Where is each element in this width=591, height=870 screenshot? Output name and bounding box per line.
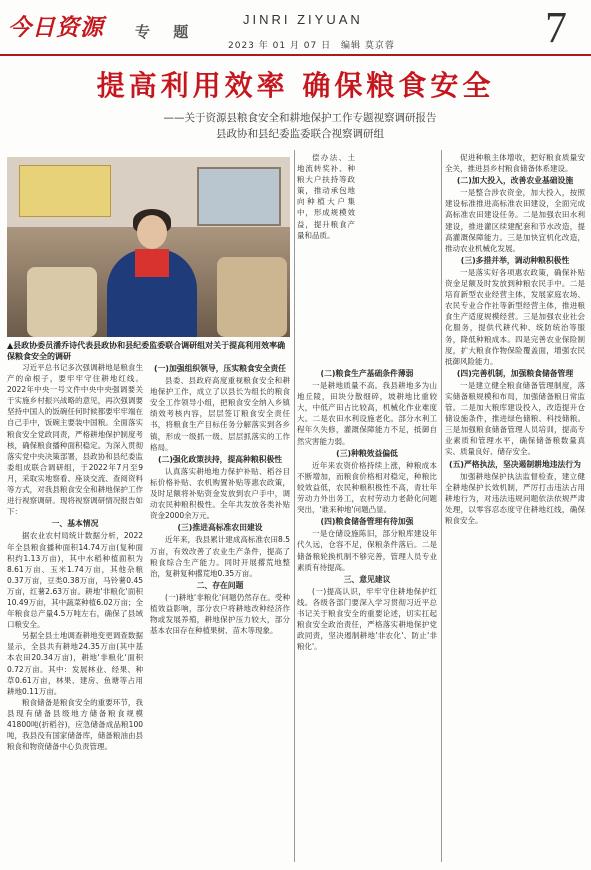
photo-grain-sack [217,257,287,337]
article-column-3-top [297,152,355,367]
paragraph: 一是耕地质量不高。我县耕地多为山地丘陵，田块分散细碎，坡耕地比重较大，中低产田占比较高，机械化作业难度大。二是农田水利设施老化。部分水利工程年久失修，灌溉保障能力不足，抵御自然灾害能力弱。 [297,381,437,446]
column-divider [294,150,295,862]
section-heading: (二)加大投入，改善农业基础设施 [456,176,574,186]
issue-date: 2023 年 01 月 07 日 [228,41,332,51]
paragraph: 一是仓储设施陈旧，部分粮库建设年代久远，仓容不足，保粮条件落后。二是储备粮轮换机制不够完善，管理人员专业素质有待提高。 [297,529,437,572]
paragraph: 促进种粮主体增收，把好粮食质量安全关，推进县乡村粮食储备体系建设。 [445,153,585,174]
photo-window [197,167,281,226]
photo-caption: ▲县政协委员潘乔诗代表县政协和县纪委监委联合调研组对关于提高利用效率确保粮食安全的调研 [7,341,286,361]
paragraph: 加强耕地保护执法监督检查，建立健全耕地保护长效机制，严厉打击违法占用耕地行为，对违法违规问题依法依规严肃处理，以零容忍态度守住耕地红线，确保粮食安全。 [445,471,585,525]
section-heading: (一)加强组织领导，压实粮食安全责任 [154,364,286,373]
article-photo [7,157,290,337]
paragraph: 偿办法、土地流转奖补、种粮大户扶持等政策，推动承包地向种植大户集中，形成规模效益，提升粮食产量和品质。 [297,153,355,240]
paragraph: 习近平总书记多次强调耕地是粮食生产的命根子，要牢牢守住耕地红线。2022年中央一号文件中央中央强调要关于实施乡村振兴战略的意见，再次强调要坚持中国人的饭碗任何时候都要牢牢端在自己手中，饭碗主要装中国粮。全面落实粮食安全党政同责，严格耕地保护制度考核，确保粮食播种面积稳定。为深入贯彻落实党中央决策部署，县政协和县纪委监委组成联合调研组，于2022年7月至9月，采取实地察看、座谈交流、查阅资料等方式，对我县粮食安全和耕地保护工作进行视察调研。现将视察调研情况报告如下： [7,363,143,517]
column-divider [441,150,442,862]
photo-scarf [135,249,169,277]
editor-credit: 编辑 莫京蓉 [341,41,395,51]
paragraph: 认真落实耕地地力保护补贴、稻谷目标价格补贴、农机购置补贴等惠农政策，及时足额将补贴资金发放到农户手中，调动农民种粮积极性。全年共发放各类补贴资金2000余万元。 [150,466,290,521]
article-column-2 [150,362,290,862]
section-heading: (四)粮食储备管理有待加强 [320,517,414,527]
article-column-4 [445,152,585,862]
section-heading: 一、基本情况 [51,519,99,529]
paragraph: 近年来农资价格持续上涨，种粮成本不断增加，而粮食价格相对稳定，种粮比较效益低，农民种粮积极性不高，青壮年劳动力外出务工，农村劳动力老龄化问题突出，'谁来种地'问题凸显。 [297,460,437,515]
paragraph: 近年来，我县累计建成高标准农田8.5万亩，有效改善了农业生产条件，提高了粮食综合生产能力。同时开展撂荒地整治，复耕复种撂荒地0.35万亩。 [150,535,290,578]
section-title: 专 题 [135,23,198,41]
subheadline: ——关于资源县粮食安全和耕地保护工作专题视察调研报告 县政协和县纪委监委联合视察调研组 [163,112,437,140]
paragraph: 另据全县土地调查耕地变更调查数据显示，全县共有耕地24.35万亩(其中基本农田20.34万亩)，耕地'非粮化'面积0.72万亩。其中：发展林业、经果、种草0.61万亩，林果、建房、鱼塘等占用耕地0.11万亩。 [7,631,143,696]
section-heading: (四)完善机制，加强粮食储备管理 [456,368,574,378]
paragraph: 一是落实好各项惠农政策，确保补贴资金足额及时发放到种粮农民手中。二是培育新型农业经营主体，发展家庭农场、农民专业合作社等新型经营主体，推进粮食生产适度规模经营。三是加强农业社会化服务，提供代耕代种、统防统治等服务，降低种粮成本。四是完善农业保险制度，扩大粮食作物保险覆盖面，增强农民抵御风险能力。 [445,267,585,366]
section-heading: (二)强化政策扶持，提高种粮积极性 [157,454,283,464]
dateline [228,38,401,51]
page-number: 7 [545,3,567,52]
article-column-1 [7,362,143,862]
paragraph: 一是建立健全粮食储备管理制度，落实储备粮规模和布局，加强储备粮日常监管。二是加大粮库建设投入，改造提升仓储设施条件，推进绿色储粮、科技储粮。三是加强粮食储备管理人员培训，提高专业素质和管理水平，确保储备粮数量真实、质量良好、储存安全。 [445,380,585,457]
photo-poster [19,165,111,217]
paragraph: (一)耕地'非粮化'问题仍然存在。受种植效益影响，部分农户将耕地改种经济作物或发展养殖，耕地保护压力较大，部分基本农田存在种植果树、苗木等现象。 [150,592,290,636]
newspaper-logo: 今日资源 [8,14,104,41]
paragraph: 一是整合涉农资金，加大投入，按照建设标准推进高标准农田建设，全面完成高标准农田建设任务。二是加强农田水利建设，推进灌区续建配套和节水改造，提高灌溉保障能力。三是加快宜机化改造，推动农业机械化发展。 [445,188,585,253]
section-heading: (五)严格执法，坚决遏制耕地违法行为 [449,459,581,469]
section-heading: 二、存在问题 [196,580,244,590]
section-heading: 三、意见建议 [343,574,391,584]
masthead [0,0,591,56]
paragraph: 县委、县政府高度重视粮食安全和耕地保护工作，成立了以县长为组长的粮食安全工作领导小组，把粮食安全纳入乡镇绩效考核内容，层层签订粮食安全责任书，将粮食生产目标任务分解落实到各乡镇，形成一级抓一级、层层抓落实的工作格局。 [150,376,290,452]
paragraph: 粮食储备是粮食安全的重要环节，我县现有储备县级地方储备粮食规模41800吨(折稻谷)，应急储备成品粮100吨，我县没有国家储备库，储备粮油由县粮食和物资储备中心负责管理。 [7,697,143,752]
section-heading: (三)种粮效益偏低 [336,448,398,458]
paragraph: 据农业农村局统计数据分析，2022年全县粮食播种面积14.74万亩(复种面积约1.13万亩)，其中水稻种植面积为8.61万亩、玉米1.74万亩，其他杂粮0.37万亩，豆类0.38万亩，马铃薯0.45万亩，红薯2.63万亩。耕地'非粮化'面积10.49万亩，其中蔬菜种植6.02万亩；全年粮食总产量4.5万吨左右，确保了县域口粮安全。 [7,531,143,630]
section-heading: (二)粮食生产基础条件薄弱 [320,369,414,378]
masthead-pinyin: JINRI ZIYUAN [243,12,363,27]
headline: 提高利用效率 确保粮食安全 [96,69,495,102]
photo-face [137,215,167,249]
article-column-3 [297,367,437,862]
photo-grain-sack [27,267,97,337]
paragraph: (一)提高认识，牢牢守住耕地保护红线。各级各部门要深入学习贯彻习近平总书记关于粮食安全的重要论述，切实扛起粮食安全政治责任，严格落实耕地保护党政同责，坚决遏制耕地'非农化'、防止'非粮化'。 [297,586,437,652]
section-heading: (三)推进高标准农田建设 [177,523,263,533]
section-heading: (三)多措并举，调动种粮积极性 [460,255,570,265]
